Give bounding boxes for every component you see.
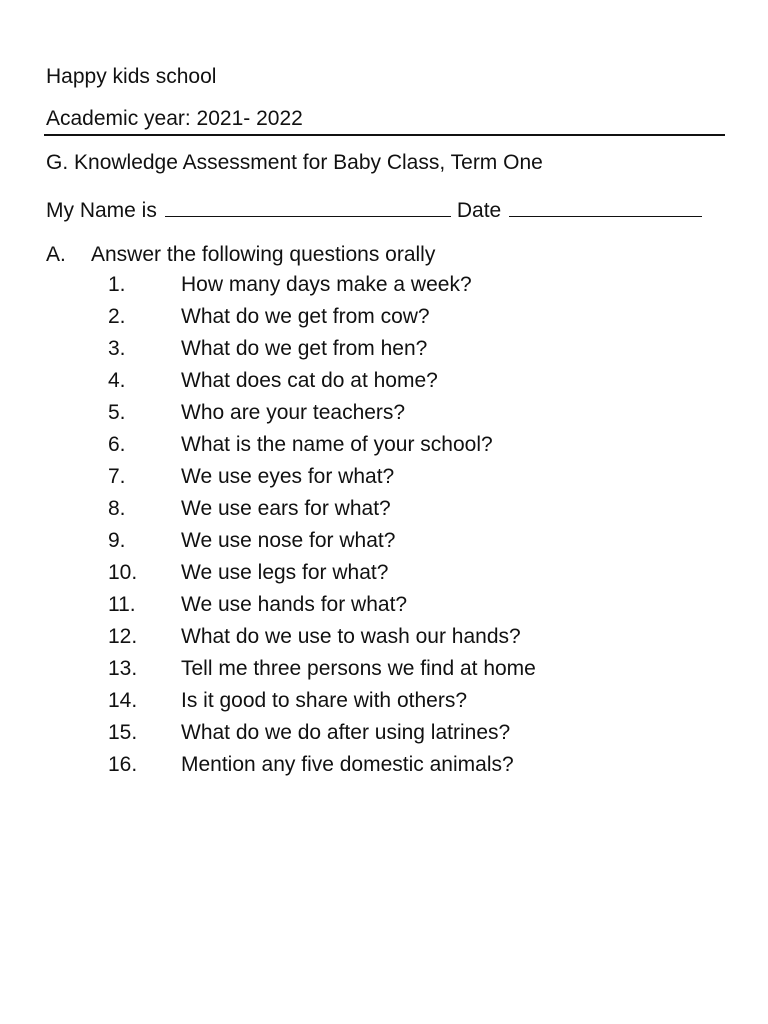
name-date-row bbox=[46, 197, 702, 224]
list-item bbox=[0, 592, 700, 618]
list-item bbox=[0, 496, 700, 522]
question-text: We use hands for what? bbox=[181, 593, 408, 616]
question-number: 10. bbox=[108, 561, 138, 584]
list-item bbox=[0, 720, 700, 746]
academic-year: Academic year: 2021- 2022 bbox=[46, 107, 303, 130]
list-item bbox=[0, 400, 700, 426]
question-number: 14. bbox=[108, 689, 138, 712]
question-text: What do we do after using latrines? bbox=[181, 721, 511, 744]
question-number: 4. bbox=[108, 369, 126, 392]
question-text: We use eyes for what? bbox=[181, 465, 395, 488]
list-item bbox=[0, 624, 700, 650]
question-text: Who are your teachers? bbox=[181, 401, 406, 424]
question-number: 8. bbox=[108, 497, 126, 520]
date-label: Date bbox=[456, 199, 502, 222]
question-number: 6. bbox=[108, 433, 126, 456]
section-letter: A. bbox=[46, 243, 66, 266]
question-text: What do we get from cow? bbox=[181, 305, 430, 328]
question-number: 3. bbox=[108, 337, 126, 360]
question-text: What do we use to wash our hands? bbox=[181, 625, 521, 648]
list-item bbox=[0, 752, 700, 778]
question-text: We use nose for what? bbox=[181, 529, 396, 552]
question-text: Is it good to share with others? bbox=[181, 689, 467, 712]
question-number: 16. bbox=[108, 753, 138, 776]
section-instruction: Answer the following questions orally bbox=[91, 243, 436, 266]
list-item bbox=[0, 272, 700, 298]
list-item bbox=[0, 688, 700, 714]
question-number: 7. bbox=[108, 465, 126, 488]
question-number: 5. bbox=[108, 401, 126, 424]
question-number: 12. bbox=[108, 625, 138, 648]
question-text: What is the name of your school? bbox=[181, 433, 493, 456]
name-blank bbox=[165, 197, 451, 217]
list-item bbox=[0, 336, 700, 362]
question-text: What does cat do at home? bbox=[181, 369, 438, 392]
list-item bbox=[0, 464, 700, 490]
list-item bbox=[0, 656, 700, 682]
question-text: Mention any five domestic animals? bbox=[181, 753, 514, 776]
question-number: 13. bbox=[108, 657, 138, 680]
question-text: Tell me three persons we find at home bbox=[181, 657, 536, 680]
question-text: We use legs for what? bbox=[181, 561, 389, 584]
question-number: 2. bbox=[108, 305, 126, 328]
school-name: Happy kids school bbox=[46, 65, 217, 88]
list-item bbox=[0, 560, 700, 586]
list-item bbox=[0, 432, 700, 458]
date-blank bbox=[509, 197, 702, 217]
name-label: My Name is bbox=[46, 199, 157, 222]
question-number: 11. bbox=[108, 593, 136, 616]
list-item bbox=[0, 528, 700, 554]
assessment-title: G. Knowledge Assessment for Baby Class, Term One bbox=[46, 151, 543, 174]
list-item bbox=[0, 368, 700, 394]
question-number: 9. bbox=[108, 529, 126, 552]
question-text: What do we get from hen? bbox=[181, 337, 428, 360]
header-divider bbox=[44, 134, 725, 136]
list-item bbox=[0, 304, 700, 330]
question-text: We use ears for what? bbox=[181, 497, 391, 520]
question-number: 1. bbox=[108, 273, 126, 296]
question-text: How many days make a week? bbox=[181, 273, 472, 296]
question-number: 15. bbox=[108, 721, 138, 744]
section-a-heading bbox=[46, 242, 435, 268]
